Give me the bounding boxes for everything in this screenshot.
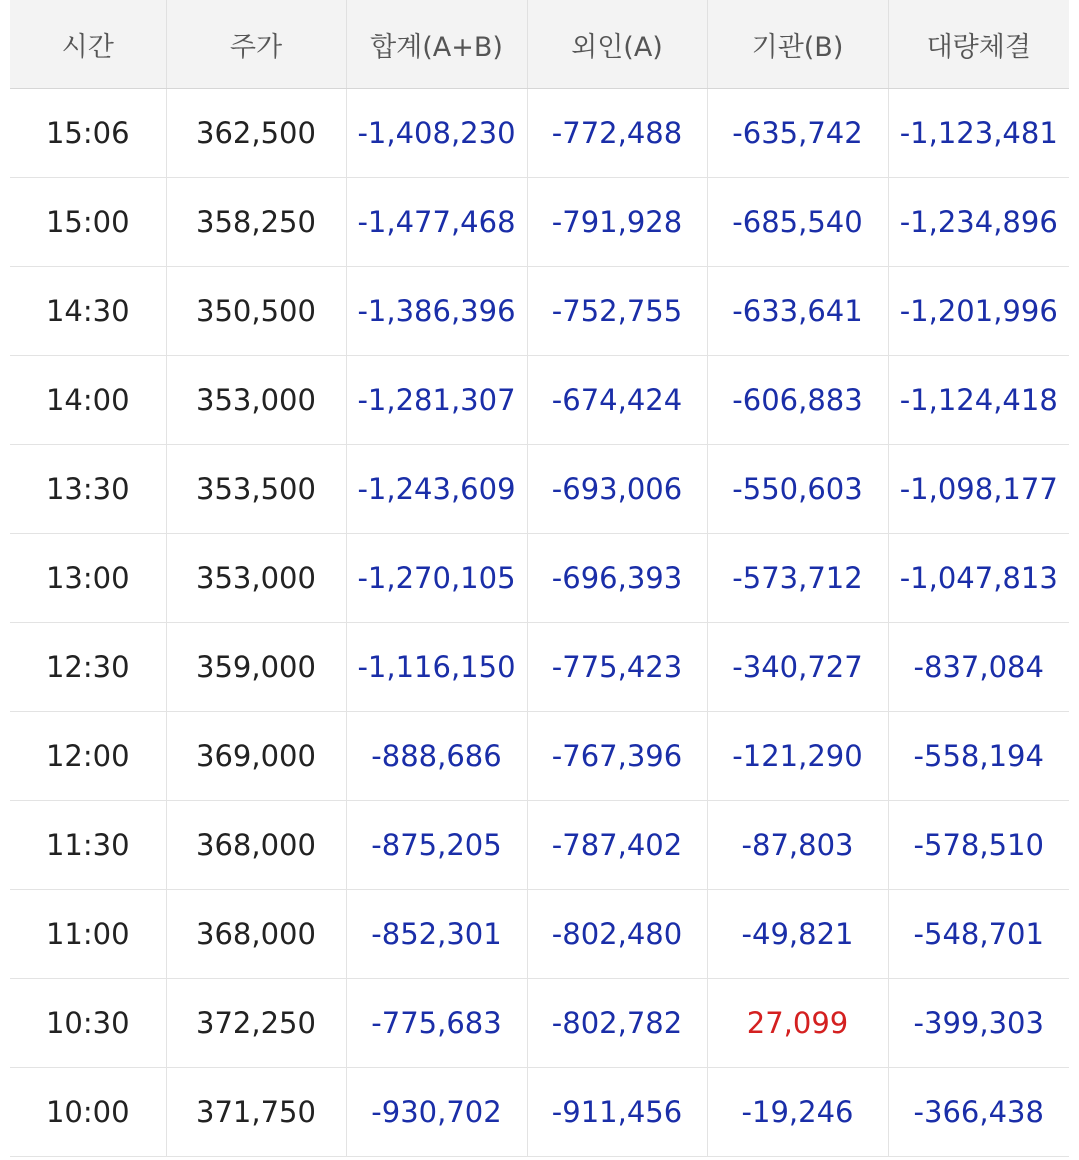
cell-foreign: -696,393 [527,534,707,623]
investor-trading-table [10,0,1069,1157]
cell-total: -852,301 [346,890,527,979]
table-row[interactable] [10,534,1069,623]
cell-total: -888,686 [346,712,527,801]
cell-price: 368,000 [166,890,346,979]
cell-total: -1,408,230 [346,89,527,178]
cell-price: 369,000 [166,712,346,801]
cell-foreign: -772,488 [527,89,707,178]
cell-price: 362,500 [166,89,346,178]
cell-total: -1,477,468 [346,178,527,267]
cell-total: -1,116,150 [346,623,527,712]
cell-time: 11:30 [10,801,166,890]
cell-institution: -49,821 [707,890,888,979]
cell-foreign: -787,402 [527,801,707,890]
cell-block-trade: -1,047,813 [888,534,1069,623]
cell-price: 350,500 [166,267,346,356]
cell-time: 15:00 [10,178,166,267]
cell-total: -1,281,307 [346,356,527,445]
cell-institution: -340,727 [707,623,888,712]
cell-total: -1,270,105 [346,534,527,623]
cell-institution: -635,742 [707,89,888,178]
cell-block-trade: -578,510 [888,801,1069,890]
header-institution: 기관(B) [707,0,888,89]
cell-foreign: -802,782 [527,979,707,1068]
table-row[interactable] [10,623,1069,712]
cell-block-trade: -366,438 [888,1068,1069,1157]
cell-block-trade: -1,201,996 [888,267,1069,356]
cell-time: 10:30 [10,979,166,1068]
cell-foreign: -802,480 [527,890,707,979]
table-row[interactable] [10,356,1069,445]
cell-block-trade: -558,194 [888,712,1069,801]
cell-institution: -19,246 [707,1068,888,1157]
cell-price: 353,500 [166,445,346,534]
cell-foreign: -674,424 [527,356,707,445]
table-row[interactable] [10,1068,1069,1157]
header-time: 시간 [10,0,166,89]
cell-price: 359,000 [166,623,346,712]
cell-time: 12:00 [10,712,166,801]
cell-price: 371,750 [166,1068,346,1157]
table-row[interactable] [10,267,1069,356]
cell-time: 15:06 [10,89,166,178]
header-price: 주가 [166,0,346,89]
table-header [10,0,1069,89]
cell-foreign: -911,456 [527,1068,707,1157]
cell-total: -930,702 [346,1068,527,1157]
cell-institution: -633,641 [707,267,888,356]
header-row [10,0,1069,89]
cell-block-trade: -837,084 [888,623,1069,712]
cell-block-trade: -1,098,177 [888,445,1069,534]
table-row[interactable] [10,712,1069,801]
cell-institution: -685,540 [707,178,888,267]
cell-time: 12:30 [10,623,166,712]
cell-total: -775,683 [346,979,527,1068]
cell-institution: -87,803 [707,801,888,890]
cell-institution: -121,290 [707,712,888,801]
cell-price: 372,250 [166,979,346,1068]
table-row[interactable] [10,178,1069,267]
cell-total: -875,205 [346,801,527,890]
cell-time: 13:30 [10,445,166,534]
cell-time: 11:00 [10,890,166,979]
cell-price: 368,000 [166,801,346,890]
table-body [10,89,1069,1157]
cell-time: 14:00 [10,356,166,445]
cell-foreign: -791,928 [527,178,707,267]
cell-price: 358,250 [166,178,346,267]
table-row[interactable] [10,89,1069,178]
cell-institution: -573,712 [707,534,888,623]
table-row[interactable] [10,445,1069,534]
cell-time: 13:00 [10,534,166,623]
cell-institution: -606,883 [707,356,888,445]
cell-time: 10:00 [10,1068,166,1157]
cell-foreign: -693,006 [527,445,707,534]
cell-price: 353,000 [166,356,346,445]
cell-block-trade: -1,234,896 [888,178,1069,267]
table-row[interactable] [10,801,1069,890]
table-row[interactable] [10,890,1069,979]
cell-foreign: -775,423 [527,623,707,712]
header-foreign: 외인(A) [527,0,707,89]
header-block-trade: 대량체결 [888,0,1069,89]
cell-price: 353,000 [166,534,346,623]
cell-total: -1,243,609 [346,445,527,534]
cell-block-trade: -1,123,481 [888,89,1069,178]
cell-institution: 27,099 [707,979,888,1068]
cell-block-trade: -1,124,418 [888,356,1069,445]
cell-foreign: -767,396 [527,712,707,801]
cell-block-trade: -399,303 [888,979,1069,1068]
cell-total: -1,386,396 [346,267,527,356]
cell-institution: -550,603 [707,445,888,534]
cell-block-trade: -548,701 [888,890,1069,979]
table-row[interactable] [10,979,1069,1068]
cell-foreign: -752,755 [527,267,707,356]
investor-trading-table-container [10,0,1069,1157]
cell-time: 14:30 [10,267,166,356]
header-total: 합계(A+B) [346,0,527,89]
